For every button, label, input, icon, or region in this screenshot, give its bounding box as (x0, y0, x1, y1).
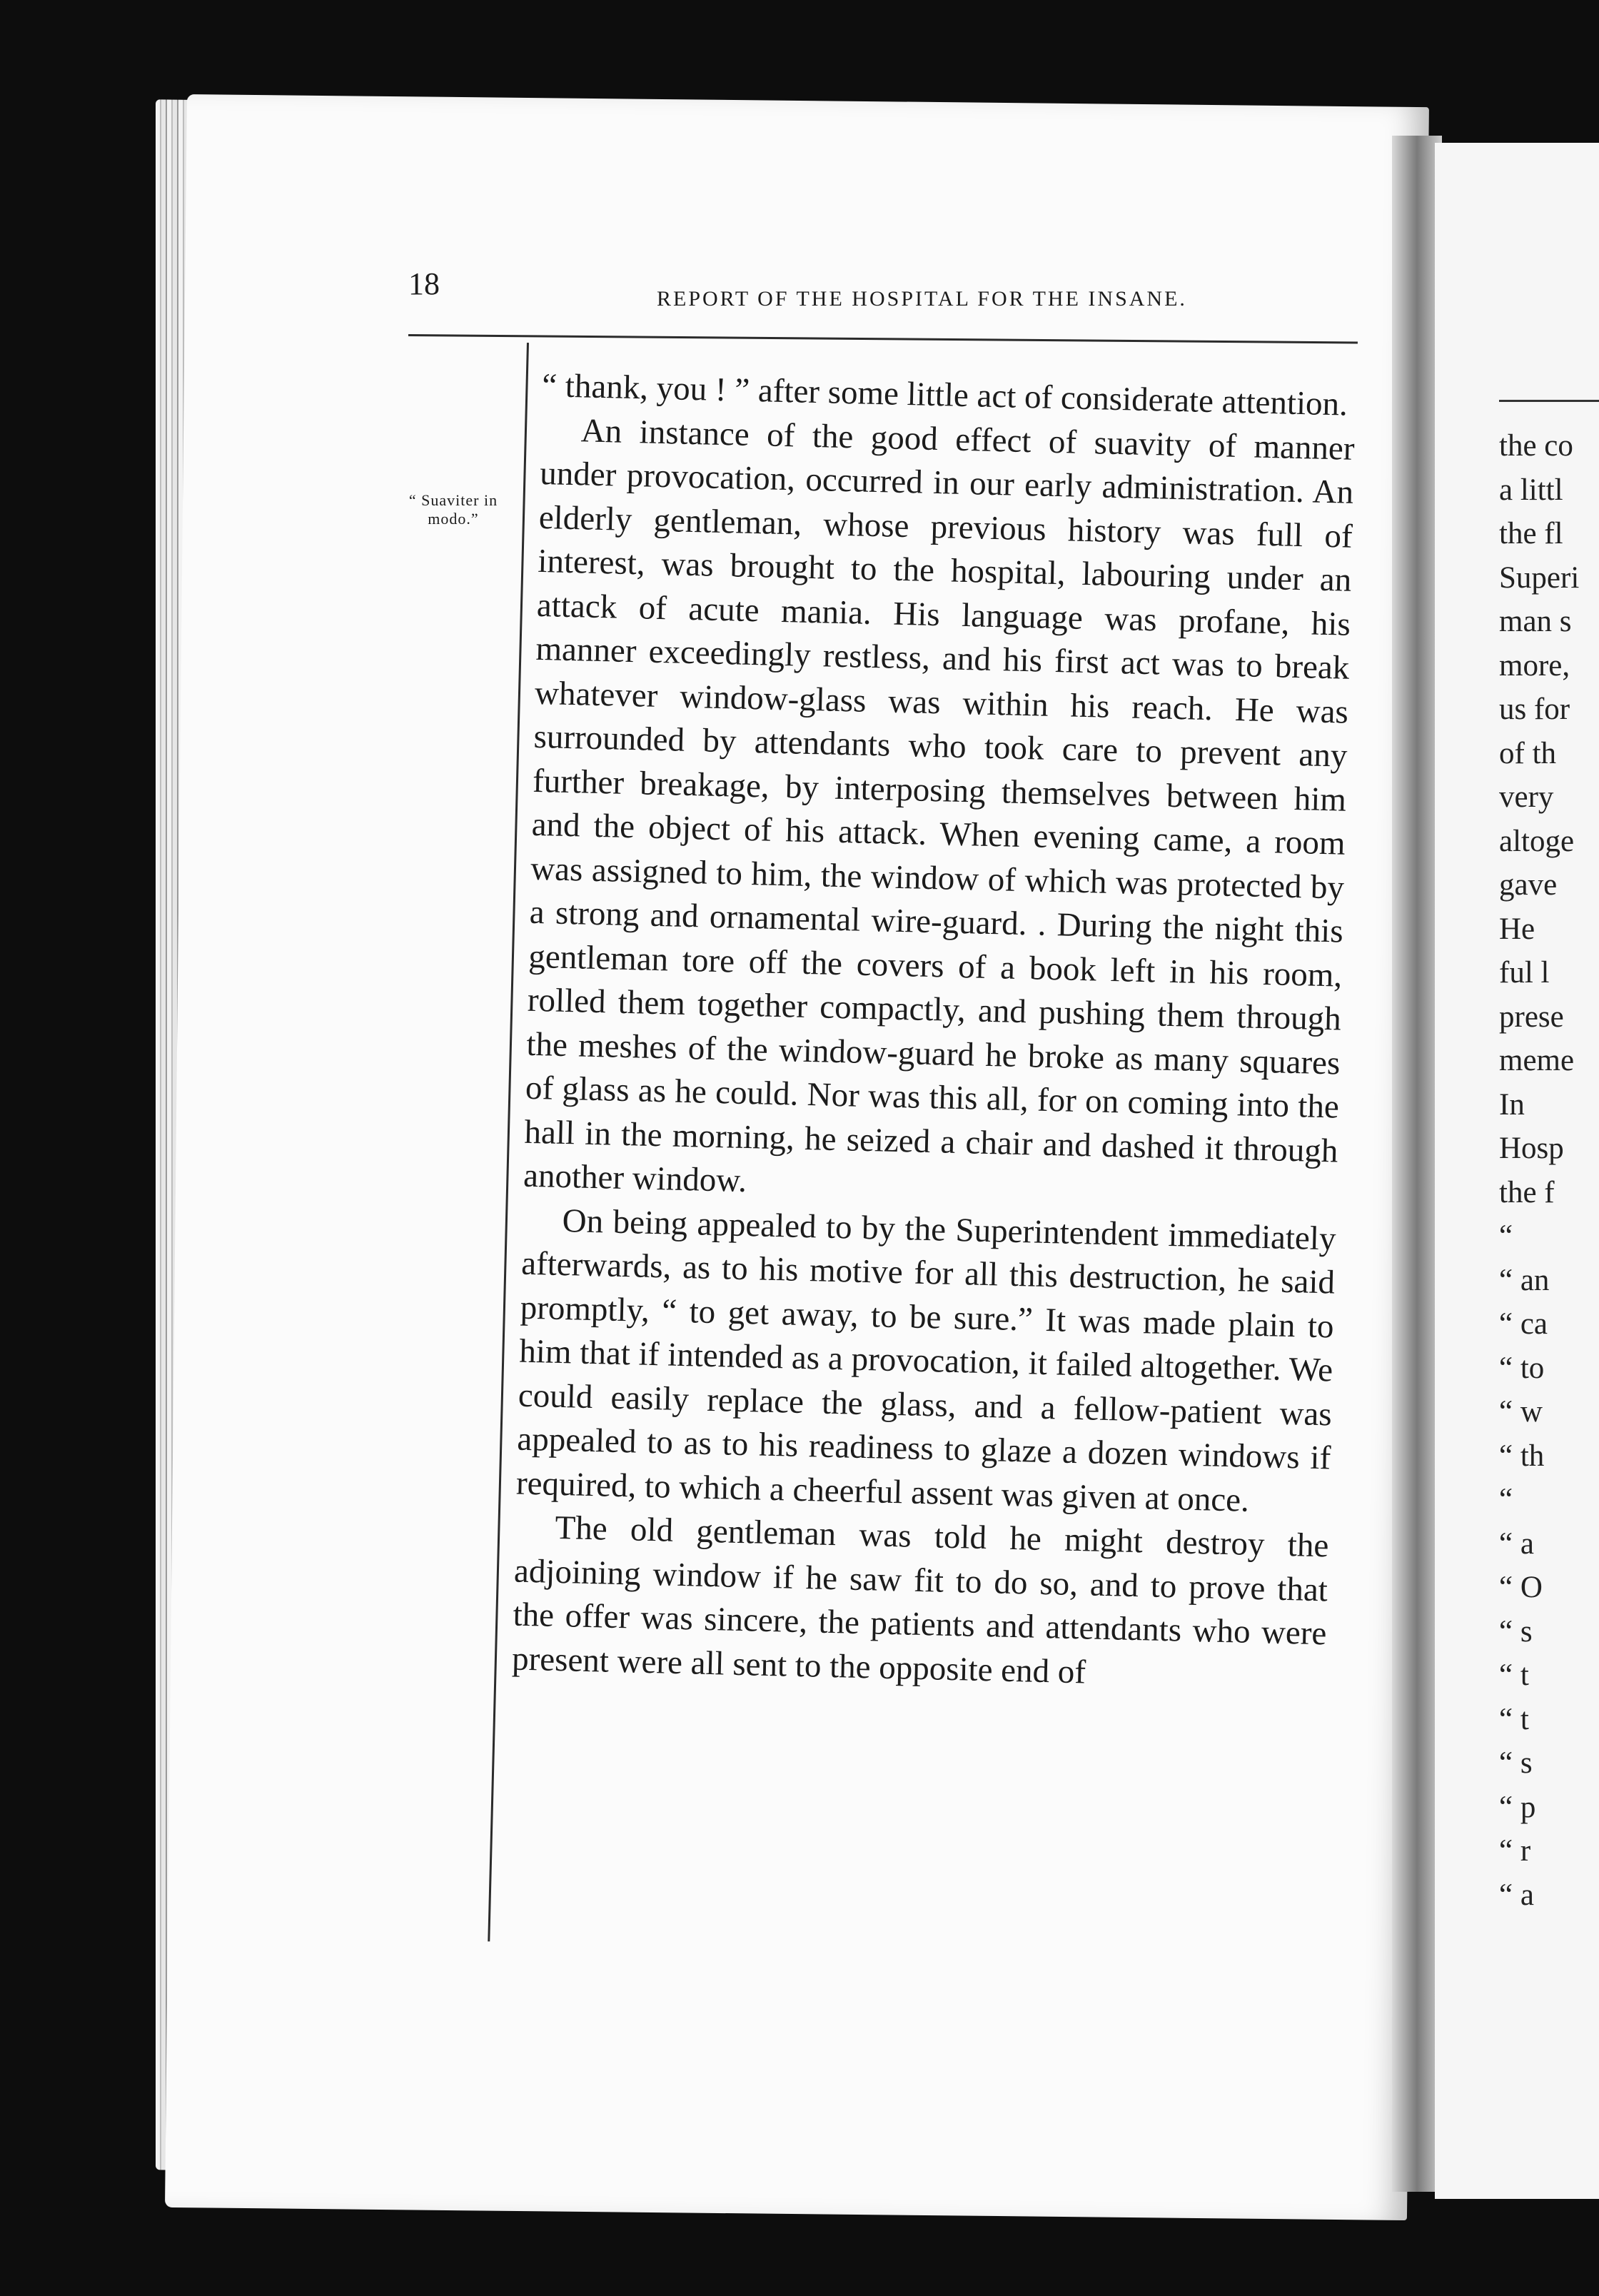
page-number: 18 (408, 266, 440, 301)
paragraph: On being appealed to by the Superintendent immediately afterwards, as to his motive for all this destruction, he said promptly, “ to get away, to be sure.” It was made plain to him that if intended as a provocation, it failed altogether. We could easily replace the glass, and a fellow-patient was appealed to as to his readiness to glaze a dozen windows if required, to which a cheerful assent was given at once. (515, 1202, 1337, 1519)
body-text (512, 364, 1356, 1700)
facing-page-line: Hosp (1499, 1132, 1564, 1165)
facing-page-line: a littl (1499, 473, 1563, 507)
margin-note: “ Suaviter in modo.” (408, 491, 498, 528)
facing-page-line: the f (1499, 1175, 1555, 1209)
facing-page-line: “ s (1499, 1746, 1533, 1780)
facing-page-line: the fl (1499, 517, 1563, 550)
facing-page-line: altoge (1499, 824, 1575, 858)
facing-page-line: “ to (1499, 1351, 1545, 1385)
facing-page-line: “ a (1499, 1878, 1534, 1912)
facing-page-line: more, (1499, 648, 1570, 683)
facing-page-line: prese (1499, 1000, 1564, 1034)
facing-page-line: gave (1499, 868, 1558, 902)
facing-page-line: “ p (1499, 1790, 1536, 1824)
facing-page-line: Superi (1499, 560, 1580, 595)
facing-page-line: He (1499, 912, 1535, 946)
facing-page-line: “ an (1499, 1263, 1550, 1297)
facing-page-line: In (1499, 1087, 1525, 1122)
facing-page-line: “ ca (1499, 1307, 1548, 1341)
facing-page-line: meme (1499, 1044, 1575, 1077)
facing-page-line: “ (1499, 1219, 1513, 1253)
facing-page (1435, 143, 1599, 2199)
facing-page-line: us for (1499, 693, 1570, 726)
paragraph: “ thank, you ! ” after some little act of considerate attention. (541, 366, 1348, 423)
paragraph: An instance of the good effect of suavity of manner under provocation, occurred in our early administration. An elderly gentleman, whose previous history was full of interest, was brought to the hospital, labouring under an attack of acute mania. His language was profane, his manner exceedingly restless, and his first act was to break whatever window-glass was within his reach. He was surrounded by attendants who took care to prevent any further breakage, by interposing themselves between him and the object of his attack. When evening came, a room was assigned to him, the window of which was protected by a strong and ornamental wire-guard. . During the night this gentleman tore off the covers of a book left in his room, rolled them together compactly, and pushing them through the meshes of the window-guard he broke as many squares of glass as he could. Nor was this all, for on coming into the hall in the morning, he seized a chair and dashed it through another window. (523, 411, 1356, 1200)
facing-page-line: “ w (1499, 1395, 1543, 1429)
facing-page-line: ful l (1499, 956, 1550, 990)
facing-page-line: “ th (1499, 1439, 1545, 1473)
facing-page-line: “ O (1499, 1571, 1543, 1604)
facing-page-line: “ s (1499, 1614, 1533, 1648)
facing-page-rule (1499, 400, 1599, 402)
running-head: REPORT OF THE HOSPITAL FOR THE INSANE. (657, 287, 1187, 311)
facing-page-line: of th (1499, 736, 1557, 770)
facing-page-line: the co (1499, 429, 1573, 463)
facing-page-line: “ a (1499, 1526, 1534, 1561)
facing-page-line: “ t (1499, 1702, 1529, 1736)
facing-page-line: very (1499, 780, 1554, 814)
facing-page-line: “ t (1499, 1658, 1529, 1692)
facing-page-line: man s (1499, 605, 1572, 638)
paragraph: The old gentleman was told he might destroy the adjoining window if he saw fit to do so, and to prove that the offer was sincere, the patients and attendants who were present were all sent to the opposite end of (511, 1509, 1329, 1691)
facing-page-line: “ r (1499, 1834, 1531, 1868)
facing-page-line: “ (1499, 1483, 1513, 1516)
